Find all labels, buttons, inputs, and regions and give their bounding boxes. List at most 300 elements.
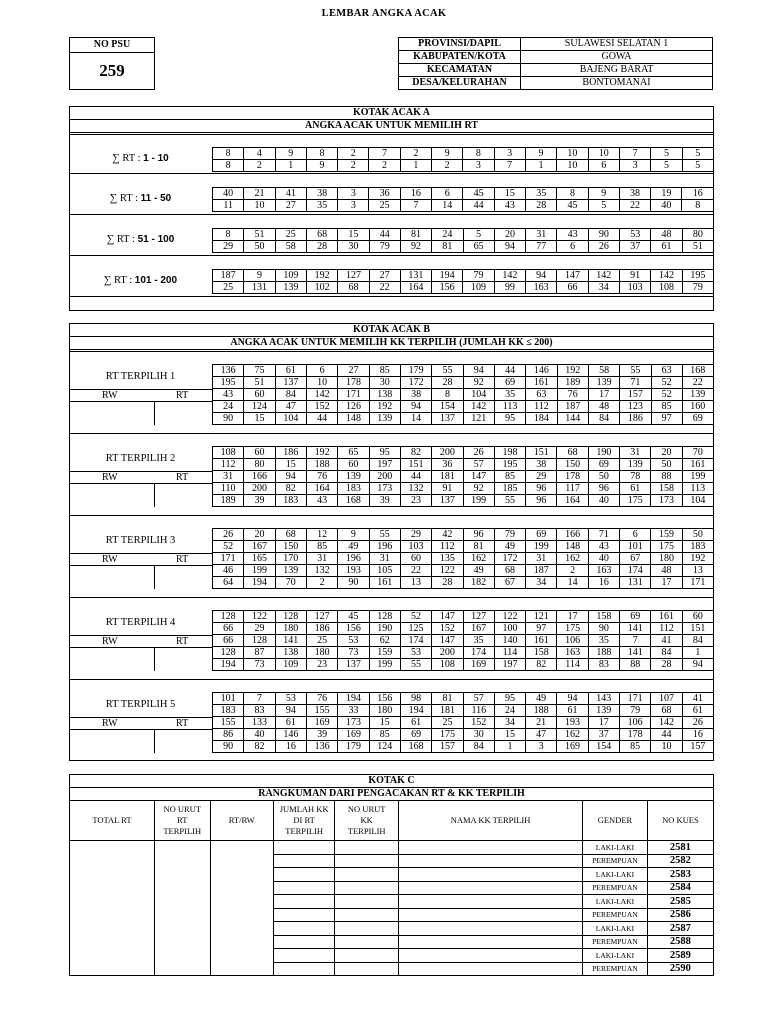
grid-cell: 188 [588, 647, 619, 659]
summary-row [70, 841, 714, 855]
grid-cell: 168 [682, 365, 713, 377]
grid-cell: 167 [463, 623, 494, 635]
grid-cell: 50 [682, 529, 713, 541]
grid-cell: 7 [400, 200, 431, 212]
grid-cell: 109 [275, 270, 306, 282]
grid-cell: 10 [557, 148, 588, 160]
separator-line [69, 214, 714, 215]
rt-label: RT [176, 554, 189, 565]
grid-cell: 173 [338, 717, 369, 729]
grid-cell: 76 [306, 693, 337, 705]
header-gender: GENDER [583, 801, 648, 841]
grid-cell: 132 [400, 483, 431, 495]
grid-cell: 187 [557, 401, 588, 413]
grid-cell: 44 [400, 471, 431, 483]
grid-cell: 35 [494, 389, 525, 401]
grid-cell: 141 [620, 623, 651, 635]
info-key: KECAMATAN [399, 64, 521, 77]
grid-cell: 73 [244, 659, 275, 671]
grid-cell: 155 [306, 705, 337, 717]
grid-cell: 81 [463, 541, 494, 553]
grid-cell: 2 [557, 565, 588, 577]
grid-cell: 162 [557, 729, 588, 741]
grid-cell: 168 [400, 741, 431, 753]
grid-cell: 80 [682, 229, 713, 241]
rt-range-label: ∑ RT : 1 - 10 [112, 153, 169, 164]
grid-row [213, 659, 714, 671]
header-total-rt: TOTAL RT [70, 801, 155, 841]
grid-cell: 2 [306, 577, 337, 589]
grid-cell: 8 [432, 389, 463, 401]
separator-line [69, 255, 714, 256]
grid-cell: 15 [494, 188, 525, 200]
grid-cell: 198 [494, 447, 525, 459]
grid-cell: 175 [557, 623, 588, 635]
grid-cell: 3 [525, 741, 556, 753]
separator-line [69, 296, 714, 297]
grid-cell: 41 [682, 693, 713, 705]
grid-cell: 85 [369, 729, 400, 741]
nama-kk-cell[interactable] [398, 841, 582, 855]
grid-cell: 137 [338, 659, 369, 671]
grid-cell: 34 [494, 717, 525, 729]
grid-cell: 39 [244, 495, 275, 507]
grid-cell: 90 [588, 623, 619, 635]
grid-cell: 127 [463, 611, 494, 623]
grid-cell: 61 [682, 705, 713, 717]
grid-cell: 21 [244, 188, 275, 200]
gender-cell: PEREMPUAN [583, 908, 648, 922]
nama-kk-cell[interactable] [398, 949, 582, 963]
no-kues-cell: 2583 [647, 868, 713, 882]
grid-cell: 169 [557, 741, 588, 753]
grid-cell: 38 [526, 459, 557, 471]
grid-cell: 197 [369, 459, 400, 471]
grid-cell: 142 [651, 717, 682, 729]
no-urut-kk-cell[interactable] [335, 868, 399, 882]
rt-label: RT [176, 472, 189, 483]
grid-cell: 139 [338, 471, 369, 483]
grid-cell: 147 [432, 611, 463, 623]
grid-cell: 113 [494, 401, 525, 413]
grid-cell: 7 [620, 148, 651, 160]
grid-cell: 25 [213, 282, 244, 294]
no-urut-kk-cell[interactable] [335, 854, 399, 868]
kotak-a-title: KOTAK ACAK A [70, 107, 713, 120]
grid-cell: 48 [588, 401, 619, 413]
grid-cell: 60 [244, 389, 275, 401]
grid-cell: 76 [306, 471, 337, 483]
grid-cell: 1 [400, 160, 431, 172]
no-urut-kk-cell[interactable] [335, 841, 399, 855]
grid-cell: 82 [244, 741, 275, 753]
grid-cell: 61 [275, 365, 306, 377]
grid-cell: 181 [432, 471, 463, 483]
grid-cell: 34 [526, 577, 557, 589]
grid-cell: 65 [338, 447, 369, 459]
rw-rt-border [69, 635, 212, 636]
grid-cell: 142 [588, 270, 619, 282]
grid-cell: 94 [400, 401, 431, 413]
grid-cell: 26 [213, 529, 244, 541]
no-urut-rt-cell[interactable] [154, 841, 210, 976]
kotak-b-subtitle: ANGKA ACAK UNTUK MEMILIH KK TERPILIH (JUMLAH KK ≤ 200) [70, 337, 713, 350]
grid-cell: 69 [588, 459, 619, 471]
jumlah-kk-cell[interactable] [273, 949, 335, 963]
grid-cell: 28 [306, 241, 337, 253]
grid-row [213, 459, 714, 471]
nama-kk-cell[interactable] [398, 922, 582, 936]
grid-cell: 1 [525, 160, 556, 172]
grid-cell: 1 [682, 647, 713, 659]
rw-rt-border [154, 647, 155, 671]
grid-cell: 122 [494, 611, 525, 623]
gender-cell: LAKI-LAKI [583, 895, 648, 909]
grid-cell: 40 [244, 729, 275, 741]
gender-cell: LAKI-LAKI [583, 949, 648, 963]
grid-cell: 113 [682, 483, 713, 495]
jumlah-kk-cell[interactable] [273, 895, 335, 909]
grid-cell: 2 [400, 148, 431, 160]
rw-label: RW [102, 554, 118, 565]
grid-cell: 188 [525, 705, 556, 717]
grid-cell: 192 [306, 270, 337, 282]
grid-cell: 8 [213, 229, 244, 241]
grid-cell: 69 [620, 611, 651, 623]
grid-cell: 94 [275, 705, 306, 717]
grid-cell: 44 [651, 729, 682, 741]
grid-cell: 139 [588, 377, 619, 389]
grid-cell: 142 [651, 270, 682, 282]
grid-row [213, 377, 714, 389]
grid-cell: 82 [275, 483, 306, 495]
grid-cell: 108 [432, 659, 463, 671]
grid-cell: 122 [432, 565, 463, 577]
grid-cell: 31 [526, 229, 557, 241]
jumlah-kk-cell[interactable] [273, 841, 335, 855]
info-key: KABUPATEN/KOTA [399, 51, 521, 64]
grid-cell: 183 [338, 483, 369, 495]
grid-cell: 159 [369, 647, 400, 659]
rw-rt-border [69, 389, 212, 390]
grid-cell: 16 [400, 188, 431, 200]
grid-cell: 178 [619, 729, 650, 741]
grid-cell: 31 [213, 471, 244, 483]
grid-cell: 187 [526, 565, 557, 577]
jumlah-kk-cell[interactable] [273, 868, 335, 882]
grid-row [213, 188, 714, 200]
grid-cell: 84 [682, 635, 713, 647]
grid-cell: 61 [275, 717, 306, 729]
grid-cell: 5 [651, 160, 682, 172]
grid-cell: 44 [306, 413, 337, 425]
grid-cell: 3 [463, 160, 494, 172]
grid-cell: 55 [620, 365, 651, 377]
grid-cell: 82 [526, 659, 557, 671]
grid-cell: 164 [557, 495, 588, 507]
grid-cell: 39 [369, 495, 400, 507]
grid-cell: 196 [338, 553, 369, 565]
grid-cell: 35 [526, 188, 557, 200]
nama-kk-cell[interactable] [398, 962, 582, 976]
no-urut-kk-cell[interactable] [335, 908, 399, 922]
grid-cell: 19 [651, 188, 682, 200]
grid-cell: 76 [557, 389, 588, 401]
grid-cell: 31 [526, 553, 557, 565]
grid-cell: 40 [588, 553, 619, 565]
random-number-grid [212, 269, 714, 294]
grid-cell: 3 [338, 200, 369, 212]
grid-cell: 37 [620, 241, 651, 253]
grid-cell: 160 [682, 401, 713, 413]
grid-cell: 143 [588, 693, 619, 705]
grid-cell: 94 [682, 659, 713, 671]
grid-cell: 94 [525, 270, 556, 282]
grid-cell: 61 [620, 483, 651, 495]
grid-cell: 165 [244, 553, 275, 565]
grid-cell: 112 [651, 623, 682, 635]
rt-range-label: ∑ RT : 11 - 50 [109, 193, 172, 204]
grid-cell: 43 [557, 229, 588, 241]
psu-label: NO PSU [70, 38, 154, 53]
rt-terpilih-label: RT TERPILIH 5 [105, 699, 176, 710]
info-value: BONTOMANAI [521, 77, 713, 90]
grid-cell: 30 [338, 241, 369, 253]
grid-cell: 123 [620, 401, 651, 413]
separator-line [69, 351, 714, 352]
rt-label: RT [176, 390, 189, 401]
grid-row [213, 148, 714, 160]
grid-cell: 90 [338, 577, 369, 589]
grid-cell: 104 [275, 413, 306, 425]
grid-cell: 79 [463, 270, 494, 282]
grid-cell: 110 [213, 483, 244, 495]
grid-cell: 94 [463, 365, 494, 377]
grid-cell: 146 [275, 729, 306, 741]
grid-cell: 51 [244, 229, 275, 241]
grid-cell: 121 [463, 413, 494, 425]
no-urut-kk-cell[interactable] [335, 935, 399, 949]
jumlah-kk-cell[interactable] [273, 854, 335, 868]
rw-label: RW [102, 718, 118, 729]
grid-cell: 128 [244, 635, 275, 647]
grid-cell: 29 [213, 241, 244, 253]
nama-kk-cell[interactable] [398, 868, 582, 882]
grid-cell: 182 [463, 577, 494, 589]
grid-cell: 52 [651, 377, 682, 389]
grid-cell: 27 [369, 270, 400, 282]
grid-cell: 60 [682, 611, 713, 623]
grid-cell: 50 [588, 471, 619, 483]
grid-row [213, 447, 714, 459]
grid-cell: 155 [213, 717, 244, 729]
separator-line [69, 679, 714, 680]
grid-row [213, 389, 714, 401]
grid-cell: 22 [369, 282, 400, 294]
grid-cell: 29 [400, 529, 431, 541]
grid-cell: 190 [369, 623, 400, 635]
jumlah-kk-cell[interactable] [273, 962, 335, 976]
grid-cell: 106 [557, 635, 588, 647]
rw-label: RW [102, 390, 118, 401]
nama-kk-cell[interactable] [398, 935, 582, 949]
grid-cell: 151 [682, 623, 713, 635]
grid-row [213, 611, 714, 623]
grid-cell: 8 [306, 148, 337, 160]
jumlah-kk-cell[interactable] [273, 881, 335, 895]
grid-cell: 175 [620, 495, 651, 507]
psu-box [69, 37, 155, 90]
grid-cell: 35 [588, 635, 619, 647]
kotak-a-subtitle: ANGKA ACAK UNTUK MEMILIH RT [70, 120, 713, 133]
nama-kk-cell[interactable] [398, 895, 582, 909]
grid-cell: 29 [526, 471, 557, 483]
grid-cell: 82 [400, 447, 431, 459]
grid-cell: 95 [369, 447, 400, 459]
grid-cell: 81 [400, 229, 431, 241]
grid-cell: 40 [651, 200, 682, 212]
rt-terpilih-label: RT TERPILIH 2 [105, 453, 176, 464]
grid-row [213, 741, 714, 753]
grid-cell: 183 [275, 495, 306, 507]
no-kues-cell: 2584 [647, 881, 713, 895]
grid-row [213, 160, 714, 172]
grid-cell: 42 [432, 529, 463, 541]
no-urut-kk-cell[interactable] [335, 881, 399, 895]
nama-kk-cell[interactable] [398, 881, 582, 895]
grid-cell: 38 [306, 188, 337, 200]
total-rt-cell[interactable] [70, 841, 155, 976]
grid-row [213, 483, 714, 495]
grid-cell: 26 [682, 717, 713, 729]
grid-cell: 183 [213, 705, 244, 717]
grid-cell: 148 [338, 413, 369, 425]
grid-cell: 94 [494, 241, 525, 253]
grid-cell: 57 [463, 693, 494, 705]
grid-cell: 9 [244, 270, 275, 282]
grid-cell: 156 [369, 693, 400, 705]
grid-cell: 117 [557, 483, 588, 495]
grid-cell: 131 [244, 282, 275, 294]
grid-cell: 156 [432, 282, 463, 294]
grid-row [213, 270, 714, 282]
grid-cell: 9 [338, 529, 369, 541]
no-kues-cell: 2585 [647, 895, 713, 909]
grid-cell: 133 [244, 717, 275, 729]
grid-cell: 114 [494, 647, 525, 659]
grid-cell: 159 [651, 529, 682, 541]
grid-row [213, 635, 714, 647]
grid-cell: 199 [244, 565, 275, 577]
grid-cell: 137 [432, 413, 463, 425]
grid-cell: 186 [306, 623, 337, 635]
grid-cell: 189 [557, 377, 588, 389]
grid-cell: 10 [651, 741, 682, 753]
info-key: PROVINSI/DAPIL [399, 38, 521, 51]
grid-cell: 16 [682, 188, 714, 200]
grid-cell: 43 [494, 200, 525, 212]
grid-row [213, 693, 714, 705]
jumlah-kk-cell[interactable] [273, 922, 335, 936]
grid-cell: 178 [557, 471, 588, 483]
grid-row [213, 623, 714, 635]
rt-terpilih-label: RT TERPILIH 3 [105, 535, 176, 546]
grid-cell: 138 [369, 389, 400, 401]
no-urut-kk-cell[interactable] [335, 949, 399, 963]
nama-kk-cell[interactable] [398, 854, 582, 868]
rw-rt-border [154, 401, 155, 425]
grid-cell: 97 [526, 623, 557, 635]
no-urut-kk-cell[interactable] [335, 895, 399, 909]
grid-cell: 90 [588, 229, 619, 241]
jumlah-kk-cell[interactable] [273, 908, 335, 922]
grid-cell: 163 [525, 282, 556, 294]
grid-cell: 69 [494, 377, 525, 389]
grid-cell: 28 [432, 377, 463, 389]
rt-rw-cell[interactable] [210, 841, 273, 976]
gender-cell: PEREMPUAN [583, 962, 648, 976]
grid-cell: 38 [400, 389, 431, 401]
grid-cell: 57 [463, 459, 494, 471]
grid-cell: 171 [682, 577, 713, 589]
grid-cell: 20 [494, 229, 525, 241]
grid-cell: 9 [306, 160, 337, 172]
grid-cell: 164 [400, 282, 431, 294]
rw-rt-border [69, 401, 212, 402]
grid-cell: 8 [213, 148, 244, 160]
grid-cell: 142 [306, 389, 337, 401]
grid-cell: 126 [338, 401, 369, 413]
grid-row [213, 729, 714, 741]
grid-cell: 15 [338, 229, 369, 241]
no-urut-kk-cell[interactable] [335, 922, 399, 936]
grid-cell: 53 [620, 229, 651, 241]
grid-cell: 5 [651, 148, 682, 160]
grid-cell: 52 [213, 541, 244, 553]
grid-cell: 85 [619, 741, 650, 753]
grid-cell: 28 [432, 577, 463, 589]
grid-cell: 192 [682, 553, 713, 565]
grid-cell: 24 [432, 229, 463, 241]
page-title: LEMBAR ANGKA ACAK [321, 8, 447, 19]
no-urut-kk-cell[interactable] [335, 962, 399, 976]
grid-cell: 166 [244, 471, 275, 483]
grid-cell: 69 [682, 413, 713, 425]
header-no-kues: NO KUES [647, 801, 713, 841]
grid-cell: 81 [432, 693, 463, 705]
rw-rt-border [154, 565, 155, 589]
grid-cell: 199 [463, 495, 494, 507]
kotak-b-title: KOTAK ACAK B [70, 324, 713, 337]
no-kues-cell: 2586 [647, 908, 713, 922]
grid-cell: 49 [338, 541, 369, 553]
grid-cell: 14 [432, 200, 463, 212]
grid-cell: 15 [494, 729, 525, 741]
grid-cell: 16 [588, 577, 619, 589]
grid-cell: 69 [526, 529, 557, 541]
grid-cell: 90 [213, 741, 244, 753]
jumlah-kk-cell[interactable] [273, 935, 335, 949]
nama-kk-cell[interactable] [398, 908, 582, 922]
grid-cell: 174 [463, 647, 494, 659]
grid-cell: 6 [306, 365, 337, 377]
grid-cell: 194 [338, 693, 369, 705]
kotak-c [69, 774, 714, 801]
grid-cell: 179 [338, 741, 369, 753]
grid-cell: 63 [651, 365, 682, 377]
grid-cell: 7 [620, 635, 651, 647]
no-kues-cell: 2587 [647, 922, 713, 936]
